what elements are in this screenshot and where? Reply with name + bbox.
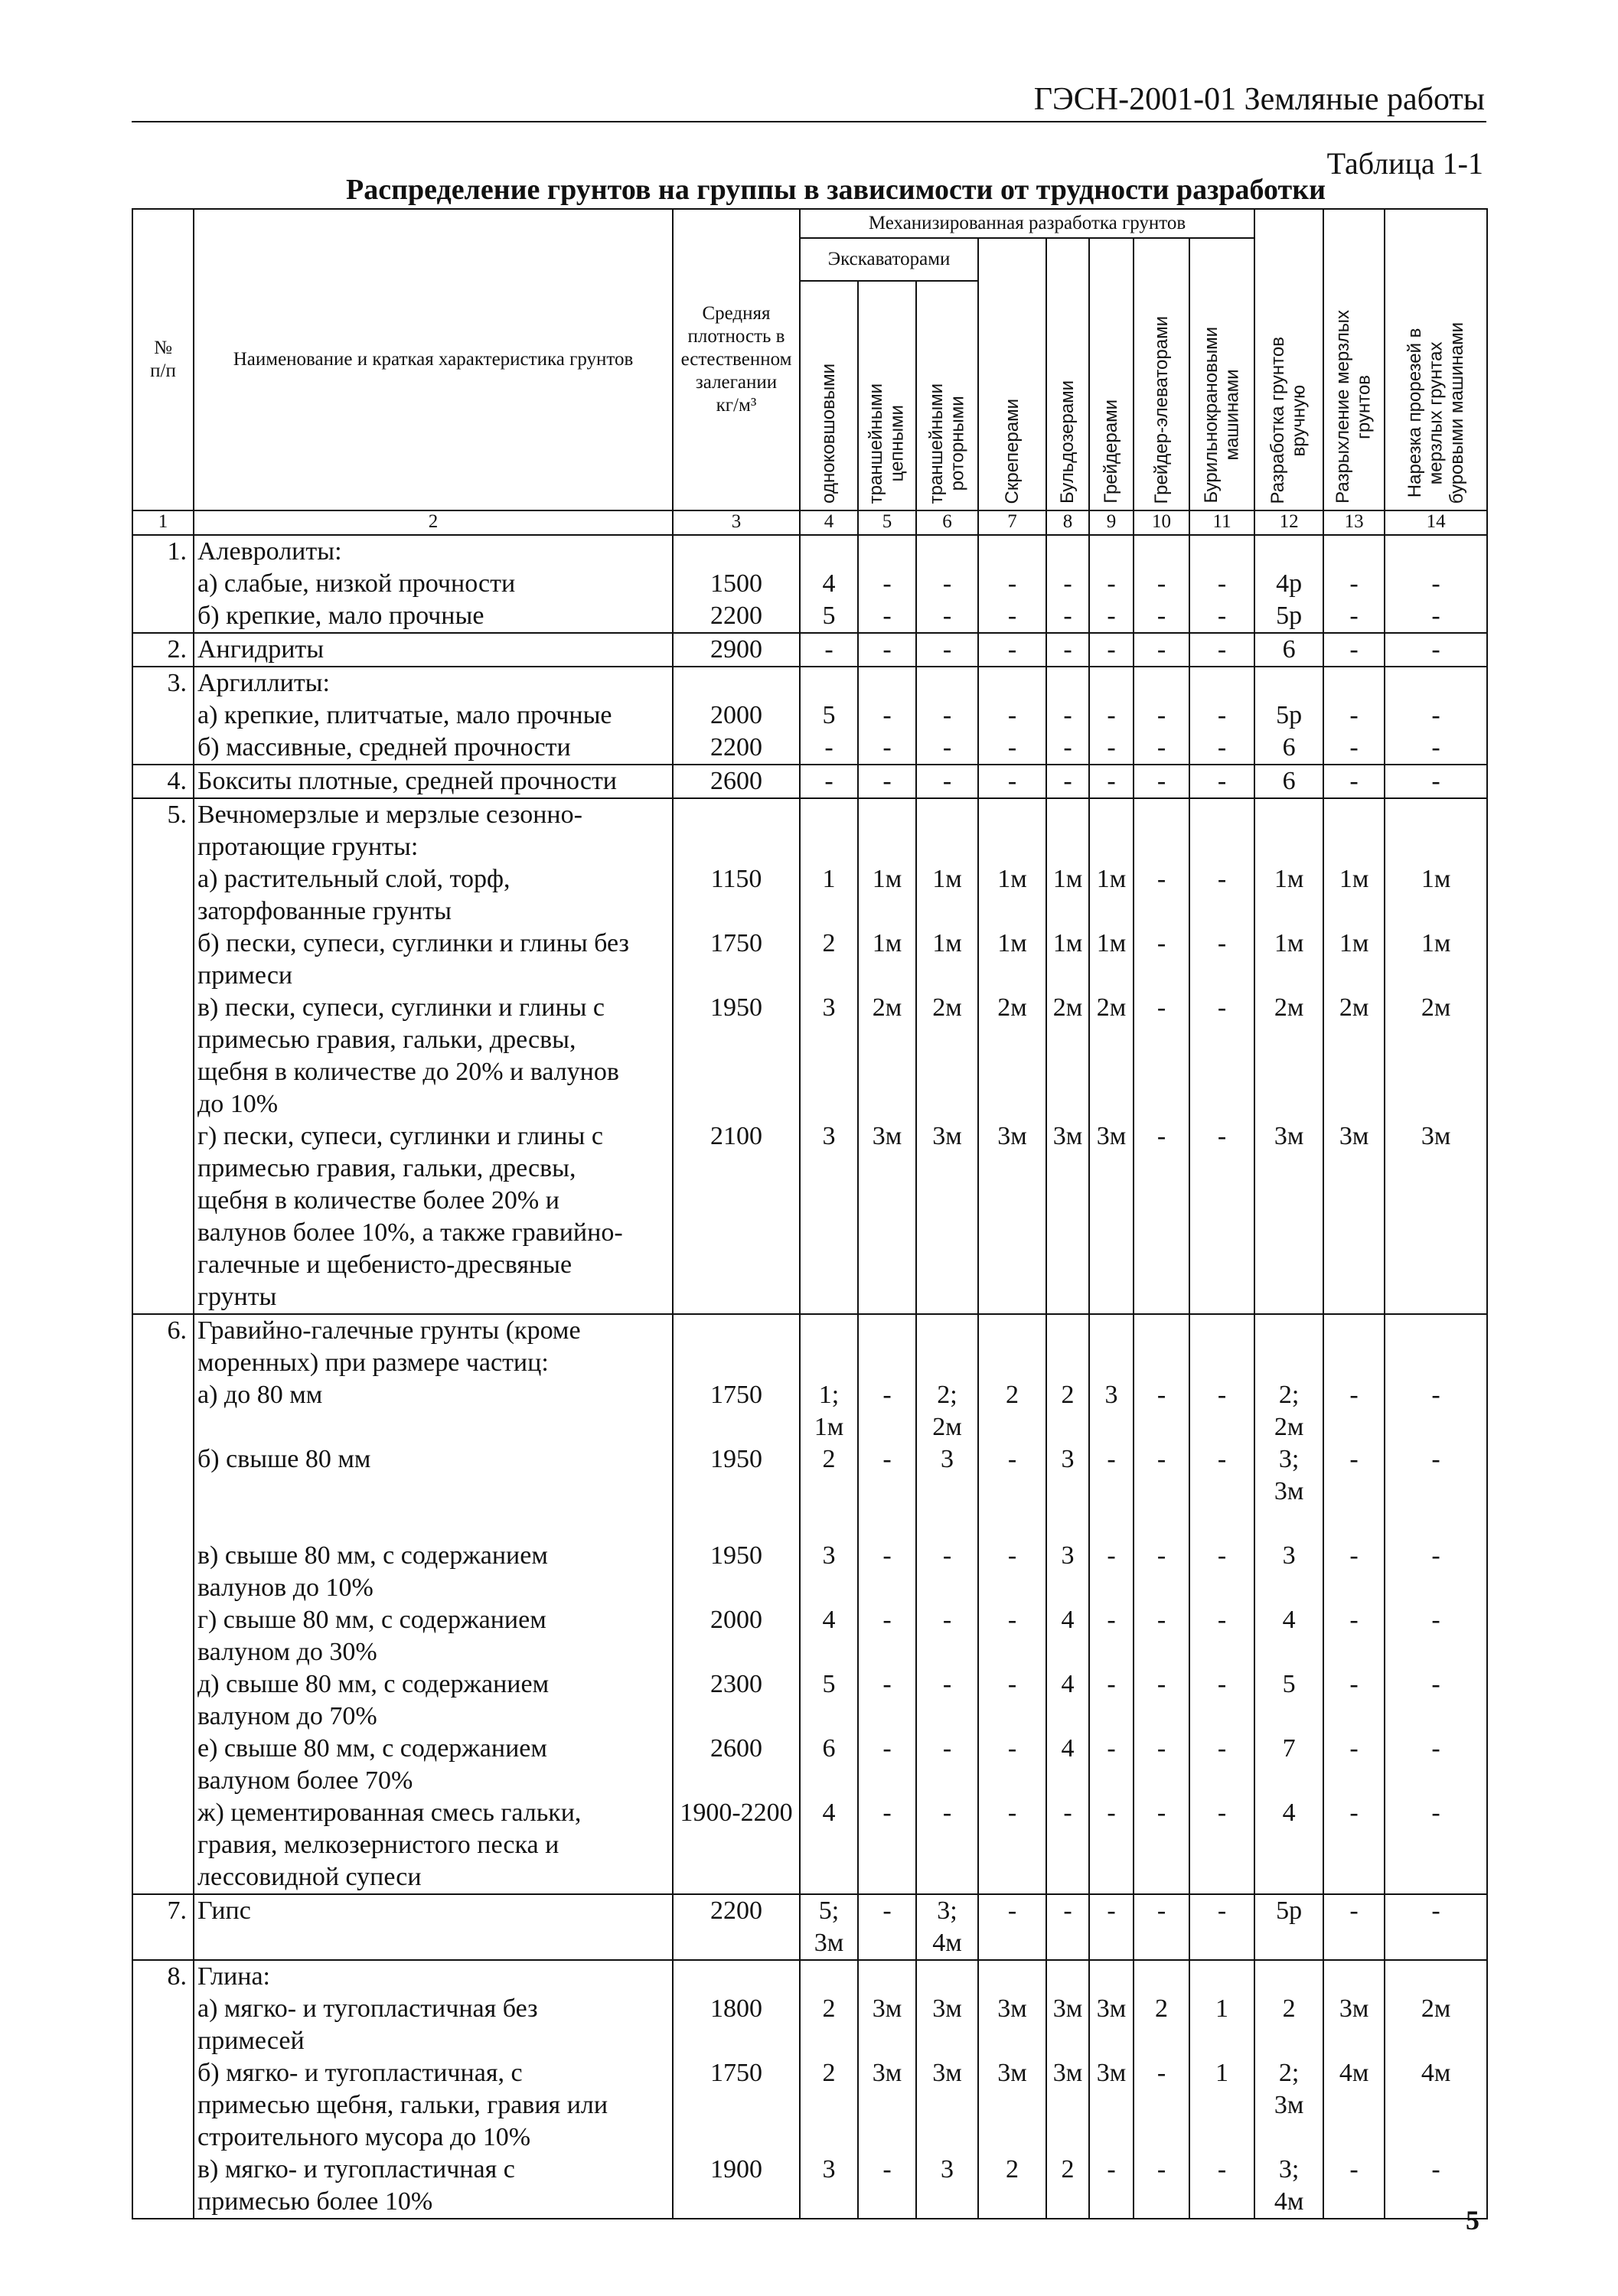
row-number: 4. (132, 765, 194, 798)
column-number: 14 (1385, 510, 1487, 535)
soil-name: Гравийно-галечные грунты (кроме моренных) при размере частиц: а) до 80 мм б) свыше 80 мм в) свыше 80 мм, с содержанием валунов до 10% г) свыше 80 мм, с содержанием валуном до 30% д) свыше 80 мм, с содержанием валуном до 70% е) свыше 80 мм, с содержанием валуном более 70% ж) цементированная смесь гальки, гравия, мелкозернистого песка и лессовидной супеси (194, 1314, 673, 1894)
group-value: 2м 4м - (1385, 1960, 1487, 2219)
group-value: - (978, 1894, 1046, 1960)
header-col-4 (800, 281, 858, 510)
group-value: 1 2 3 3 (800, 798, 858, 1314)
group-value: - - (978, 535, 1046, 633)
vertical-header-label: траншейными роторными (925, 383, 968, 504)
header-col-11 (1189, 238, 1254, 510)
group-value: 1м 1м 2м 3м (1385, 798, 1487, 1314)
soil-name: Алевролиты: а) слабые, низкой прочности б) крепкие, мало прочные (194, 535, 673, 633)
header-col-14 (1385, 209, 1487, 510)
vertical-header-label: Скреперами (1001, 398, 1023, 504)
group-value: - - (1046, 667, 1089, 765)
column-number-row (132, 510, 1487, 535)
group-value: 6 (1254, 633, 1323, 667)
group-value: 4 5 (800, 535, 858, 633)
group-value: 1м 1м 2м 3м (858, 798, 916, 1314)
group-value: - (1134, 765, 1189, 798)
group-value: - - (1189, 667, 1254, 765)
group-value: 1 1 - (1189, 1960, 1254, 2219)
soil-name: Глина: а) мягко- и тугопластичная без примесей б) мягко- и тугопластичная, с примесью щебня, гальки, гравия или строительного мусора до 10% в) мягко- и тугопластичная с примесью более 10% (194, 1960, 673, 2219)
table-number: Таблица 1-1 (1326, 146, 1483, 181)
group-value: 5р (1254, 1894, 1323, 1960)
group-value: - - - - - - - (1323, 1314, 1385, 1894)
page-number: 5 (1466, 2205, 1479, 2236)
vertical-header-label: Бульдозерами (1057, 380, 1078, 504)
group-value: - - (916, 535, 978, 633)
group-value: - - (1323, 667, 1385, 765)
header-mechanized: Механизированная разработка грунтов (800, 209, 1254, 238)
header-excavators: Экскаваторами (800, 238, 978, 281)
density-value: 1800 1750 1900 (673, 1960, 800, 2219)
vertical-header-label: траншейными цепными (866, 383, 908, 504)
table-header (132, 209, 1487, 535)
group-value: 5 - (800, 667, 858, 765)
header-col-12 (1254, 209, 1323, 510)
group-value: 3м 3м 2 (1046, 1960, 1089, 2219)
group-value: - - (1046, 535, 1089, 633)
group-value: - - (1134, 535, 1189, 633)
soil-name: Ангидриты (194, 633, 673, 667)
group-value: - (916, 633, 978, 667)
column-number: 4 (800, 510, 858, 535)
density-value: 2600 (673, 765, 800, 798)
group-value: - - (858, 667, 916, 765)
group-value: 3м 3м - (858, 1960, 916, 2219)
header-col-7 (978, 238, 1046, 510)
table-row (132, 633, 1487, 667)
group-value: 5; 3м (800, 1894, 858, 1960)
column-number: 5 (858, 510, 916, 535)
group-value: 1м 1м 2м 3м (1046, 798, 1089, 1314)
group-value: 2; 2м 3 - - - - - (916, 1314, 978, 1894)
group-value: 5р 6 (1254, 667, 1323, 765)
group-value: 2 - - (1134, 1960, 1189, 2219)
group-value: - (978, 633, 1046, 667)
column-number: 10 (1134, 510, 1189, 535)
header-col-13 (1323, 209, 1385, 510)
group-value: - (1189, 1894, 1254, 1960)
table-row (132, 535, 1487, 633)
soil-name: Вечномерзлые и мерзлые сезонно- протающие грунты: а) растительный слой, торф, заторфованные грунты б) пески, супеси, суглинки и глины без примеси в) пески, супеси, суглинки и глины с примесью гравия, гальки, дресвы, щебня в количестве до 20% и валунов до 10% г) пески, супеси, суглинки и глины с примесью гравия, гальки, дресвы, щебня в количестве более 20% и валунов более 10%, а также гравийно- галечные и щебенисто-дресвяные грунты (194, 798, 673, 1314)
density-value: 1500 2200 (673, 535, 800, 633)
column-number: 6 (916, 510, 978, 535)
vertical-header-label: Разработка грунтов вручную (1267, 336, 1310, 504)
group-value: - - - - (1134, 798, 1189, 1314)
group-value: - - - - - - - (1189, 1314, 1254, 1894)
group-value: 1м 1м 2м 3м (978, 798, 1046, 1314)
running-header: ГЭСН-2001-01 Земляные работы (1033, 82, 1485, 117)
density-value: 1750 1950 1950 2000 2300 2600 1900-2200 (673, 1314, 800, 1894)
vertical-header-label: Грейдер-элеваторами (1150, 315, 1172, 504)
group-value: 1м 1м 2м 3м (916, 798, 978, 1314)
table-row (132, 798, 1487, 1314)
soil-name: Аргиллиты: а) крепкие, плитчатые, мало прочные б) массивные, средней прочности (194, 667, 673, 765)
vertical-header-label: Разрыхление мерзлых грунтов (1333, 310, 1375, 504)
group-value: - (1046, 765, 1089, 798)
group-value: - - (1323, 535, 1385, 633)
group-value: 6 (1254, 765, 1323, 798)
table-caption: Распределение грунтов на группы в зависимости от трудности разработки (346, 174, 1326, 206)
group-value: 3м 3м 2 (978, 1960, 1046, 2219)
header-rule (132, 121, 1486, 122)
group-value: 3 - - - - - - (1089, 1314, 1134, 1894)
density-value: 2200 (673, 1894, 800, 1960)
table-row (132, 667, 1487, 765)
header-col-10 (1134, 238, 1189, 510)
group-value: 2; 2м 3; 3м 3 4 5 7 4 (1254, 1314, 1323, 1894)
group-value: 3м 3м - (1089, 1960, 1134, 2219)
column-number: 11 (1189, 510, 1254, 535)
group-value: - (1323, 633, 1385, 667)
soil-name: Бокситы плотные, средней прочности (194, 765, 673, 798)
group-value: - - (1385, 535, 1487, 633)
group-value: - - (978, 667, 1046, 765)
table-row (132, 1314, 1487, 1894)
row-number: 5. (132, 798, 194, 1314)
column-number: 9 (1089, 510, 1134, 535)
vertical-header-label: Бурильнокрановыми машинами (1200, 327, 1243, 504)
group-value: - (1323, 765, 1385, 798)
group-value: - - (916, 667, 978, 765)
group-value: 3м 4м - (1323, 1960, 1385, 2219)
density-value: 2000 2200 (673, 667, 800, 765)
group-value: - (858, 1894, 916, 1960)
header-col-6 (916, 281, 978, 510)
group-value: - (800, 633, 858, 667)
header-name: Наименование и краткая характеристика грунтов (194, 209, 673, 510)
group-value: - (1134, 1894, 1189, 1960)
group-value: - (1089, 1894, 1134, 1960)
group-value: - (1089, 765, 1134, 798)
group-value: 2 3 3 4 4 4 - (1046, 1314, 1089, 1894)
header-no: № п/п (132, 209, 194, 510)
group-value: - - (858, 535, 916, 633)
group-value: - (1385, 765, 1487, 798)
group-value: 2 2 3 (800, 1960, 858, 2219)
group-value: - (1046, 1894, 1089, 1960)
table-row (132, 1894, 1487, 1960)
group-value: 2 2; 3м 3; 4м (1254, 1960, 1323, 2219)
table-row (132, 765, 1487, 798)
header-density: Средняя плотность в естественном залегании кг/м³ (673, 209, 800, 510)
column-number: 8 (1046, 510, 1089, 535)
soil-groups-table (132, 208, 1488, 2219)
group-value: 1; 1м 2 3 4 5 6 4 (800, 1314, 858, 1894)
group-value: - - - - - - - (1134, 1314, 1189, 1894)
header-col-9 (1089, 238, 1134, 510)
group-value: - (1323, 1894, 1385, 1960)
column-number: 13 (1323, 510, 1385, 535)
group-value: - (1385, 633, 1487, 667)
group-value: 1м 1м 2м 3м (1089, 798, 1134, 1314)
vertical-header-label: Грейдерами (1101, 400, 1122, 504)
group-value: - - - - - - - (858, 1314, 916, 1894)
row-number: 3. (132, 667, 194, 765)
row-number: 6. (132, 1314, 194, 1894)
column-number: 3 (673, 510, 800, 535)
group-value: - (1385, 1894, 1487, 1960)
group-value: 3м 3м 3 (916, 1960, 978, 2219)
row-number: 8. (132, 1960, 194, 2219)
group-value: - (1189, 765, 1254, 798)
group-value: - (800, 765, 858, 798)
column-number: 2 (194, 510, 673, 535)
header-col-5 (858, 281, 916, 510)
group-value: 1м 1м 2м 3м (1323, 798, 1385, 1314)
group-value: - (1046, 633, 1089, 667)
group-value: 1м 1м 2м 3м (1254, 798, 1323, 1314)
group-value: 4р 5р (1254, 535, 1323, 633)
density-value: 2900 (673, 633, 800, 667)
group-value: - (978, 765, 1046, 798)
group-value: - - (1089, 535, 1134, 633)
column-number: 1 (132, 510, 194, 535)
group-value: - (916, 765, 978, 798)
group-value: - - - - (1189, 798, 1254, 1314)
group-value: 2 - - - - - - (978, 1314, 1046, 1894)
column-number: 7 (978, 510, 1046, 535)
group-value: - - - - - - - (1385, 1314, 1487, 1894)
row-number: 7. (132, 1894, 194, 1960)
group-value: - (858, 633, 916, 667)
table-row (132, 1960, 1487, 2219)
group-value: - (1089, 633, 1134, 667)
density-value: 1150 1750 1950 2100 (673, 798, 800, 1314)
row-number: 1. (132, 535, 194, 633)
group-value: - (1134, 633, 1189, 667)
group-value: - (858, 765, 916, 798)
group-value: - - (1189, 535, 1254, 633)
group-value: - (1189, 633, 1254, 667)
group-value: 3; 4м (916, 1894, 978, 1960)
soil-name: Гипс (194, 1894, 673, 1960)
row-number: 2. (132, 633, 194, 667)
vertical-header-label: одноковшовыми (818, 364, 840, 504)
column-number: 12 (1254, 510, 1323, 535)
group-value: - - (1134, 667, 1189, 765)
table-body (132, 535, 1487, 2219)
group-value: - - (1385, 667, 1487, 765)
vertical-header-label: Нарезка прорезей в мерзлых грунтах буровыми машинами (1404, 321, 1467, 504)
header-col-8 (1046, 238, 1089, 510)
group-value: - - (1089, 667, 1134, 765)
